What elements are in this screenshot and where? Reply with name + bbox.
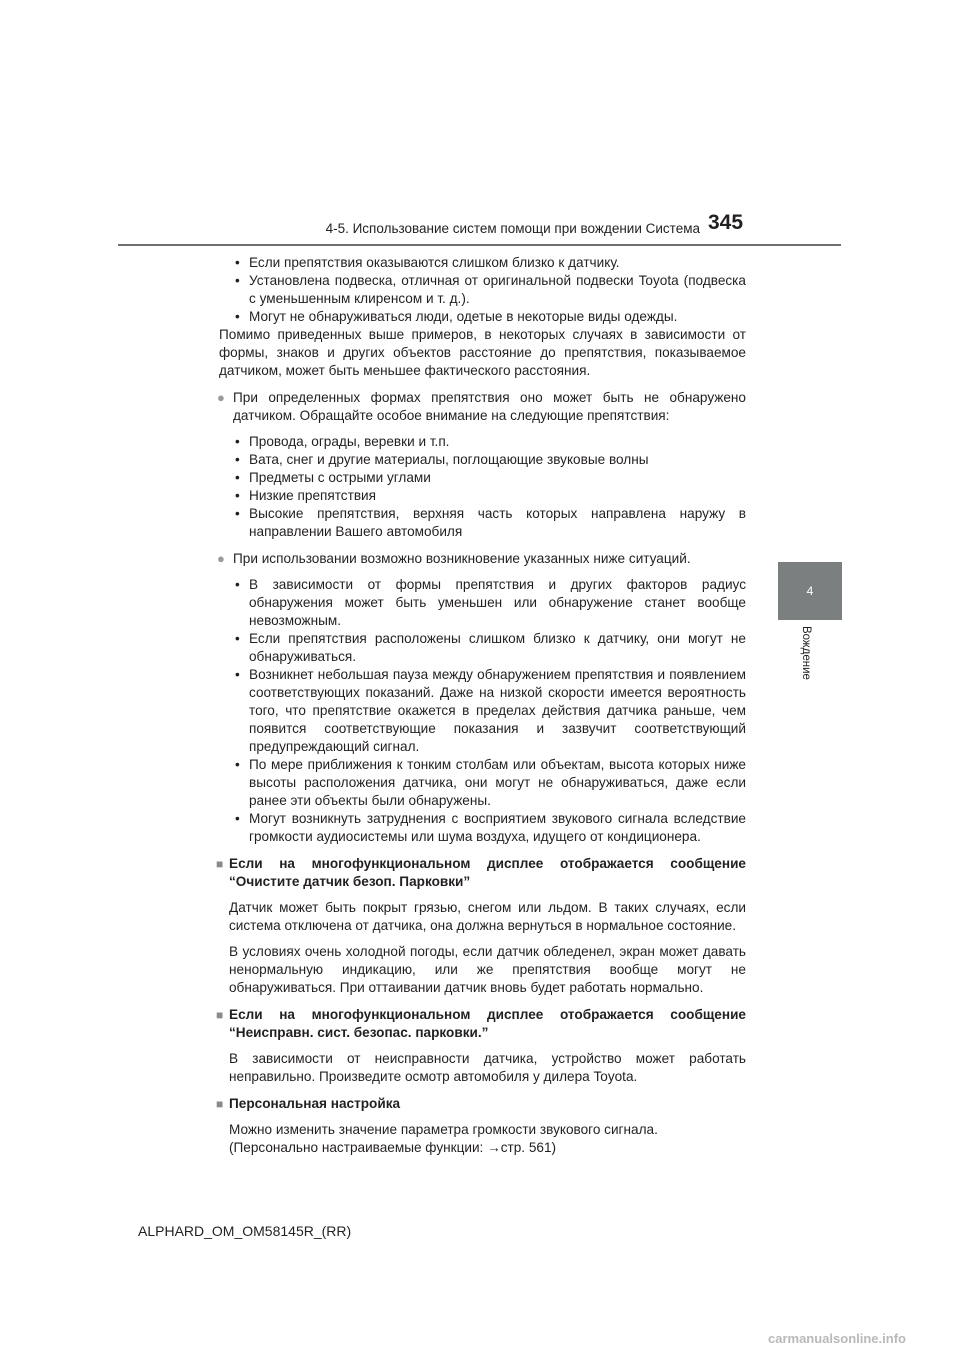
bullet-dot-icon: • xyxy=(235,470,240,485)
page-number: 345 xyxy=(708,211,744,234)
list-item: • В зависимости от формы препятствия и других факторов радиус обнаружения может быть уменьшен или обнаружение станет вообще невозможным. xyxy=(235,577,746,628)
intro-paragraph: Помимо приведенных выше примеров, в некоторых случаях в зависимости от формы, знаков и других объектов расстояние до препятствия, показываемое датчиком, может быть меньшее фактического расстояния. xyxy=(219,327,746,378)
list-item: • Возникнет небольшая пауза между обнаружением препятствия и появлением соответствующих показаний. Даже на низкой скорости имеется вероятность того, что препятствие окажется в пределах действия датчика раньше, чем появится соответствующие показания и зазвучит соответствующий предупреждающий сигнал. xyxy=(235,667,746,754)
bullet-dot-icon: • xyxy=(235,757,240,772)
section-paragraph: В условиях очень холодной погоды, если датчик обледенел, экран может давать ненормальную индикацию, или же препятствия вообще могут не обнаруживаться. При оттаивании датчик вновь будет работать нормально. xyxy=(229,944,746,995)
bullet-dot-icon: • xyxy=(235,667,240,682)
footer-document-code: ALPHARD_OM_OM58145R_(RR) xyxy=(138,1223,352,1239)
list-item: • По мере приближения к тонким столбам или объектам, высота которых ниже высоты расположения датчика, они могут не обнаруживаться, даже если ранее эти объекты были обнаружены. xyxy=(235,757,746,808)
bullet-dot-icon: • xyxy=(235,488,240,503)
list-item: • Высокие препятствия, верхняя часть которых направлена наружу в направлении Вашего автомобиля xyxy=(235,506,746,539)
page-content xyxy=(216,254,746,1157)
section-heading-customization: ■ Персональная настройка xyxy=(216,1096,401,1111)
bullet-dot-icon: • xyxy=(235,434,240,449)
section-heading-clean-sensor: ■ Если на многофункциональном дисплее отображается сообщение “Очистите датчик безоп. Парковки” xyxy=(216,856,746,889)
intro-bullet-list xyxy=(219,254,746,326)
square-bullet-icon: ■ xyxy=(216,1008,224,1022)
list-item: • Вата, снег и другие материалы, поглощающие звуковые волны xyxy=(235,452,649,467)
section-paragraph: В зависимости от неисправности датчика, устройство может работать неправильно. Произведите осмотр автомобиля у дилера Toyota. xyxy=(229,1051,746,1084)
side-tab-label: Вождение xyxy=(800,626,812,680)
section-heading-malfunction: ■ Если на многофункциональном дисплее отображается сообщение “Неисправн. сист. безопас. парковки.” xyxy=(216,1007,746,1040)
bullet-dot-icon: • xyxy=(235,631,240,646)
bullet-dot-icon: • xyxy=(235,452,240,467)
list-item: • Если препятствия оказываются слишком близко к датчику. xyxy=(235,255,620,270)
list-item: • Могут возникнуть затруднения с восприятием звукового сигнала вследствие громкости аудиосистемы или шума воздуха, идущего от кондиционера. xyxy=(235,811,746,844)
header-rule xyxy=(118,244,841,246)
list-item: • Могут не обнаруживаться люди, одетые в некоторые виды одежды. xyxy=(235,309,678,324)
bullet-dot-icon: • xyxy=(235,273,240,288)
list-item: • Провода, ограды, веревки и т.п. xyxy=(235,434,450,449)
list-item: • Установлена подвеска, отличная от оригинальной подвески Toyota (подвеска с уменьшенным клиренсом и т. д.). xyxy=(235,273,746,306)
obstacle-bullet-list xyxy=(219,433,746,541)
list-item: • Если препятствия расположены слишком близко к датчику, они могут не обнаруживаться. xyxy=(235,631,746,664)
circle-item-obstacles: ● При определенных формах препятствия оно может быть не обнаружено датчиком. Обращайте особое внимание на следующие препятствия: xyxy=(217,390,746,423)
list-item: • Низкие препятствия xyxy=(235,488,376,503)
square-bullet-icon: ■ xyxy=(216,1097,224,1111)
bullet-dot-icon: • xyxy=(235,255,240,270)
square-bullet-icon: ■ xyxy=(216,857,224,871)
bullet-dot-icon: • xyxy=(235,309,240,324)
side-tab xyxy=(778,562,842,620)
situation-bullet-list xyxy=(219,576,746,846)
section-paragraph: Можно изменить значение параметра громкости звукового сигнала. (Персонально настраиваемые функции: →стр. 561) xyxy=(229,1122,658,1155)
bullet-dot-icon: • xyxy=(235,506,240,521)
section-paragraph: Датчик может быть покрыт грязью, снегом или льдом. В таких случаях, если система отключена от датчика, она должна вернуться в нормальное состояние. xyxy=(229,900,746,933)
list-item: • Предметы с острыми углами xyxy=(235,470,431,485)
header-title: 4-5. Использование систем помощи при вождении Система xyxy=(325,221,700,236)
circle-bullet-icon: ● xyxy=(217,390,225,405)
circle-bullet-icon: ● xyxy=(217,551,225,566)
bullet-dot-icon: • xyxy=(235,811,240,826)
bullet-dot-icon: • xyxy=(235,577,240,592)
watermark: carmanualsonline.info xyxy=(768,1331,906,1346)
side-tab-number: 4 xyxy=(806,584,814,598)
circle-item-situations: ● При использовании возможно возникновение указанных ниже ситуаций. xyxy=(217,551,691,566)
